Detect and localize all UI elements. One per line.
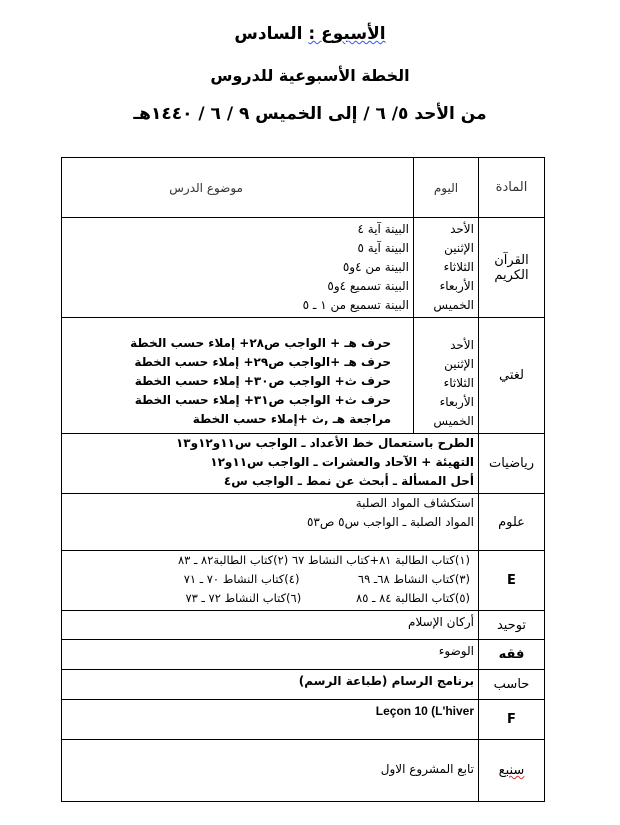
- week-label: الأسبوع :: [308, 24, 386, 44]
- lughati-row: [62, 318, 545, 434]
- quran-topics: [62, 218, 414, 318]
- table-header-row: [62, 158, 545, 218]
- day-label: الأربعاء: [439, 395, 474, 409]
- project-subject: [479, 740, 545, 802]
- lughati-days: [414, 318, 479, 434]
- computer-subject: حاسب: [479, 670, 545, 700]
- quran-subject: القرآن الكريم: [479, 218, 545, 318]
- lesson-plan-table: [61, 157, 545, 802]
- topic-line: البينة تسميع من ١ ـ ٥: [302, 298, 409, 312]
- topic-line: (١)كتاب الطالبة ٨١+كتاب النشاط ٦٧ (٢)كتاب الطالبة٨٢ ـ ٨٣: [177, 553, 470, 567]
- plan-title: الخطة الأسبوعية للدروس: [210, 66, 410, 85]
- tawheed-subject: توحيد: [479, 611, 545, 640]
- topic-line: الطرح باستعمال خط الأعداد ـ الواجب س١١و١٢و١٣: [175, 436, 474, 450]
- topic-line: البينة آية ٥: [357, 241, 409, 255]
- day-label: الأربعاء: [439, 279, 474, 293]
- topic-line: برنامج الرسام (طباعة الرسم): [298, 674, 474, 688]
- science-subject: علوم: [479, 494, 545, 551]
- topic-line: مراجعة هـ ,ث +إملاء حسب الخطة: [192, 412, 391, 426]
- day-label: الخميس: [433, 414, 474, 428]
- subject-column-header: المادة: [479, 158, 545, 218]
- math-topics: [62, 434, 479, 494]
- topic-line: المواد الصلبة ـ الواجب س٥ ص٥٣: [306, 515, 474, 529]
- day-label: الثلاثاء: [443, 376, 474, 390]
- topic-line: تابع المشروع الاول: [380, 762, 474, 776]
- topic-line: البينة تسميع ٤و٥: [327, 279, 409, 293]
- tawheed-row: [62, 611, 545, 640]
- english-topics: [62, 551, 479, 611]
- day-label: الإثنين: [444, 357, 474, 371]
- fiqh-row: [62, 640, 545, 670]
- lughati-subject: لغتي: [479, 318, 545, 434]
- project-row: [62, 740, 545, 802]
- english-subject: E: [479, 551, 545, 611]
- topic-line: حرف ث+ الواجب ص٣١+ إملاء حسب الخطة: [134, 393, 391, 407]
- computer-topic: [62, 670, 479, 700]
- topic-line: البينة من ٤و٥: [342, 260, 409, 274]
- day-label: الثلاثاء: [443, 260, 474, 274]
- date-range: من الأحد ٥/ ٦ / إلى الخميس ٩ / ٦ / ١٤٤٠هـ: [133, 104, 487, 124]
- topic-line: (٣)كتاب النشاط ٦٨ـ ٦٩ (٤)كتاب النشاط ٧٠ ـ ٧١: [183, 572, 470, 586]
- topic-line: البينة آية ٤: [357, 222, 409, 236]
- day-column-header: اليوم: [414, 158, 479, 218]
- day-label: الإثنين: [444, 241, 474, 255]
- day-label: الأحد: [450, 338, 474, 352]
- week-heading: [0, 24, 620, 44]
- lughati-topics: [62, 318, 414, 434]
- fiqh-topic: [62, 640, 479, 670]
- french-subject: F: [479, 700, 545, 740]
- topic-line: حرف هـ +الواجب ص٢٩+ إملاء حسب الخطة: [134, 355, 391, 369]
- topic-column-header: موضوع الدرس: [62, 158, 414, 218]
- tawheed-topic: [62, 611, 479, 640]
- science-row: [62, 494, 545, 551]
- topic-line: Leçon 10 (L'hiver: [375, 704, 474, 718]
- french-topic: [62, 700, 479, 740]
- quran-row: [62, 218, 545, 318]
- computer-row: [62, 670, 545, 700]
- topic-line: استكشاف المواد الصلبة: [355, 496, 474, 510]
- quran-days: [414, 218, 479, 318]
- topic-line: الوضوء: [438, 644, 474, 658]
- english-row: [62, 551, 545, 611]
- week-value: السادس: [234, 24, 303, 44]
- day-label: الأحد: [450, 222, 474, 236]
- math-subject: رياضيات: [479, 434, 545, 494]
- project-subject-label: سنبع: [498, 763, 525, 778]
- science-topics: [62, 494, 479, 551]
- topic-line: حرف ث+ الواجب ص٣٠+ إملاء حسب الخطة: [134, 374, 391, 388]
- project-topic: [62, 740, 479, 802]
- topic-line: التهيئة + الآحاد والعشرات ـ الواجب س١١و١٢: [210, 455, 474, 469]
- french-row: [62, 700, 545, 740]
- topic-line: (٥)كتاب الطالبة ٨٤ ـ ٨٥ (٦)كتاب النشاط ٧٢ ـ ٧٣: [185, 591, 470, 605]
- fiqh-subject: فقه: [479, 640, 545, 670]
- math-row: [62, 434, 545, 494]
- topic-line: أركان الإسلام: [408, 615, 474, 629]
- day-label: الخميس: [433, 298, 474, 312]
- topic-line: حرف هـ + الواجب ص٢٨+ إملاء حسب الخطة: [130, 336, 391, 350]
- topic-line: أحل المسألة ـ أبحث عن نمط ـ الواجب س٤: [223, 474, 474, 488]
